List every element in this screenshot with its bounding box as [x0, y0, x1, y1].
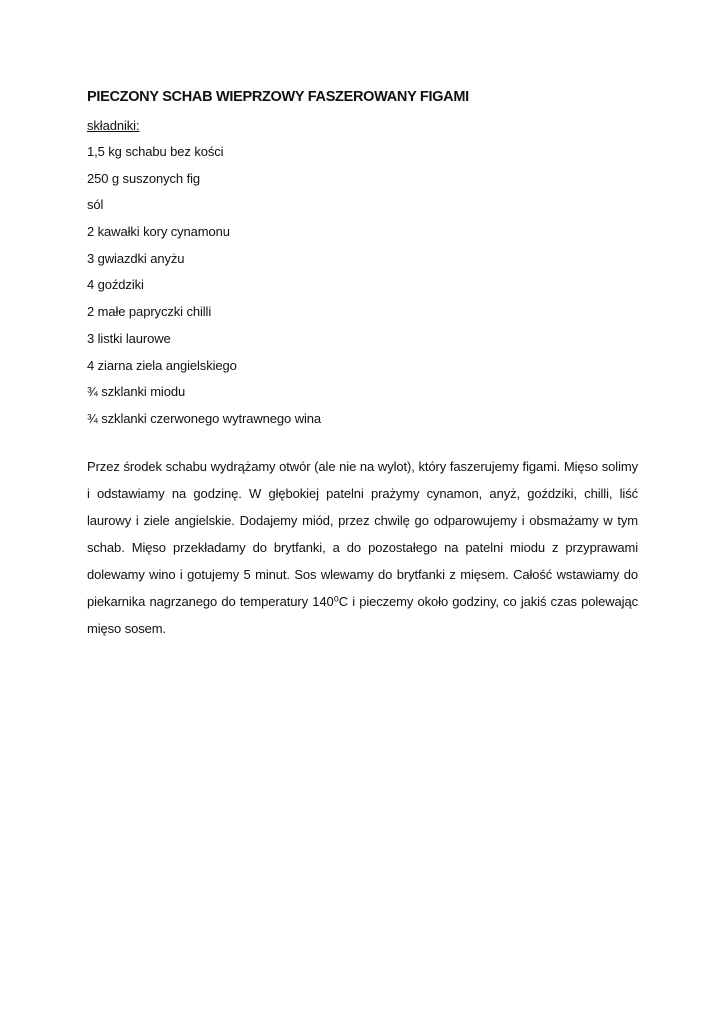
ingredient-item: 2 kawałki kory cynamonu: [87, 224, 230, 240]
ingredient-item: ¾ szklanki czerwonego wytrawnego wina: [87, 410, 322, 426]
ingredient-item: 2 małe papryczki chilli: [87, 304, 212, 320]
ingredient-item: 4 goździki: [87, 277, 144, 293]
ingredients-label: składniki:: [87, 118, 140, 133]
preparation-paragraph: Przez środek schabu wydrążamy otwór (ale nie na wylot), który faszerujemy figami. Mięso solimy i odstawiamy na godzinę. W głębokiej patelni prażymy cynamon, anyż, goździki, chilli, liść laurowy i ziele angielskie. Dodajemy miód, przez chwilę go odparowujemy i obsmażamy w tym schab. Mięso przekładamy do brytfanki, a do pozostałego na patelni miodu z przyprawami dolewamy wino i gotujemy 5 minut. Sos wlewamy do brytfanki z mięsem. Całość wstawiamy do piekarnika nagrzanego do temperatury 140⁰C i pieczemy około godziny, co jakiś czas polewając mięso sosem.: [87, 458, 638, 636]
recipe-document: [87, 88, 638, 642]
ingredients-list: [87, 144, 638, 438]
ingredient-item: 3 gwiazdki anyżu: [87, 250, 185, 266]
ingredient-item: 4 ziarna ziela angielskiego: [87, 357, 237, 373]
ingredient-item: 3 listki laurowe: [87, 330, 171, 346]
ingredient-item: 250 g suszonych fig: [87, 170, 201, 186]
recipe-title: PIECZONY SCHAB WIEPRZOWY FASZEROWANY FIGAMI: [87, 89, 469, 105]
ingredient-item: 1,5 kg schabu bez kości: [87, 144, 224, 159]
ingredient-item: sól: [87, 197, 104, 213]
ingredient-item: ¾ szklanki miodu: [87, 384, 186, 400]
